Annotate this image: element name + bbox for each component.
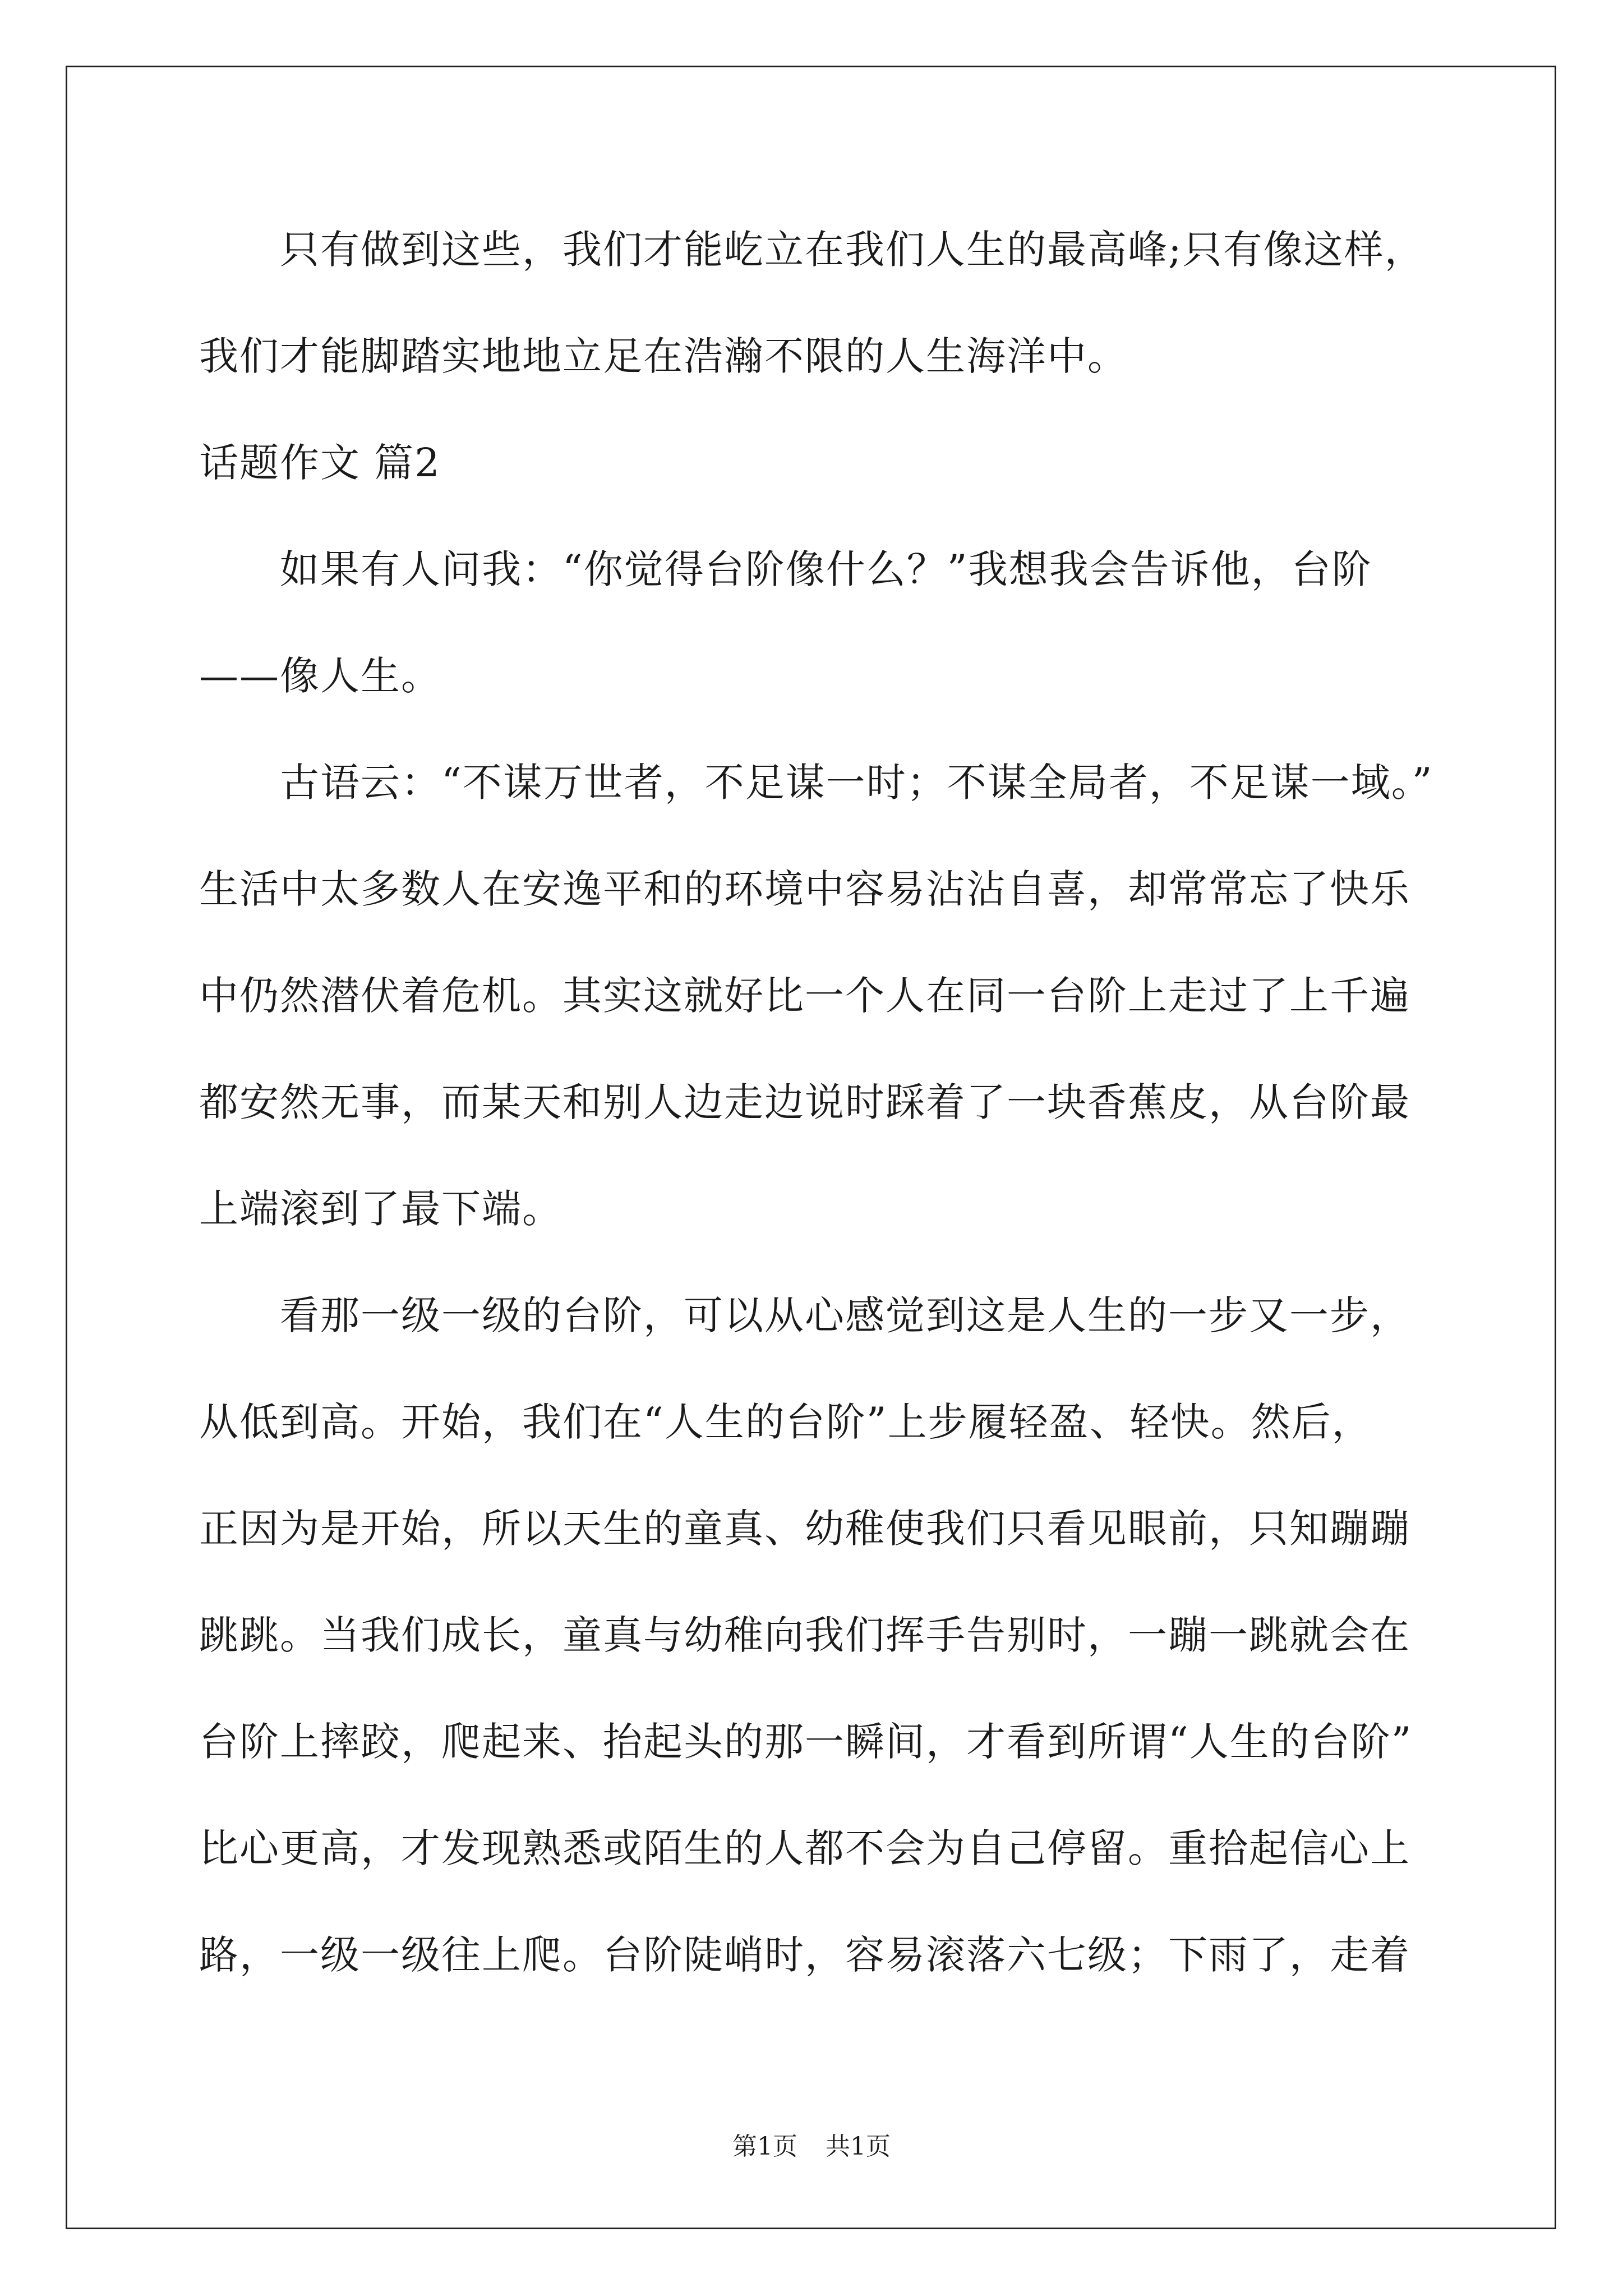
paragraph-line: 都安然无事，而某天和别人边走边说时踩着了一块香蕉皮，从台阶最 [199, 1079, 1410, 1125]
paragraph-line: 如果有人问我：“你觉得台阶像什么？”我想我会告诉他，台阶 [199, 546, 1372, 592]
paragraph-line: 看那一级一级的台阶，可以从心感觉到这是人生的一步又一步， [199, 1292, 1410, 1338]
paragraph-line: 中仍然潜伏着危机。其实这就好比一个人在同一台阶上走过了上千遍 [199, 973, 1410, 1019]
page-border [66, 66, 1556, 2229]
paragraph-line: 正因为是开始，所以天生的童真、幼稚使我们只看见眼前，只知蹦蹦 [199, 1506, 1410, 1552]
paragraph-line: 台阶上摔跤，爬起来、抬起头的那一瞬间，才看到所谓“人生的台阶” [199, 1719, 1413, 1765]
page-total: 共1页 [826, 2132, 891, 2161]
paragraph-line: 比心更高，才发现熟悉或陌生的人都不会为自己停留。重拾起信心上 [199, 1825, 1410, 1871]
paragraph-line: 只有做到这些，我们才能屹立在我们人生的最高峰;只有像这样， [199, 227, 1425, 273]
paragraph-line: 我们才能脚踏实地地立足在浩瀚不限的人生海洋中。 [199, 333, 1128, 379]
section-heading: 话题作文 篇2 [199, 440, 441, 486]
paragraph-line: 跳跳。当我们成长，童真与幼稚向我们挥手告别时，一蹦一跳就会在 [199, 1612, 1410, 1658]
paragraph-line: 路，一级一级往上爬。台阶陡峭时，容易滚落六七级；下雨了，走着 [199, 1932, 1410, 1978]
paragraph-line: 古语云：“不谋万世者，不足谋一时；不谋全局者，不足谋一域。” [199, 760, 1433, 806]
page-number: 第1页 [732, 2132, 797, 2161]
paragraph-line: 从低到高。开始，我们在“人生的台阶”上步履轻盈、轻快。然后， [199, 1399, 1372, 1445]
page-footer [0, 2126, 1623, 2162]
paragraph-line: ——像人生。 [199, 653, 441, 699]
paragraph-line: 生活中太多数人在安逸平和的环境中容易沾沾自喜，却常常忘了快乐 [199, 866, 1410, 912]
paragraph-line: 上端滚到了最下端。 [199, 1186, 562, 1232]
